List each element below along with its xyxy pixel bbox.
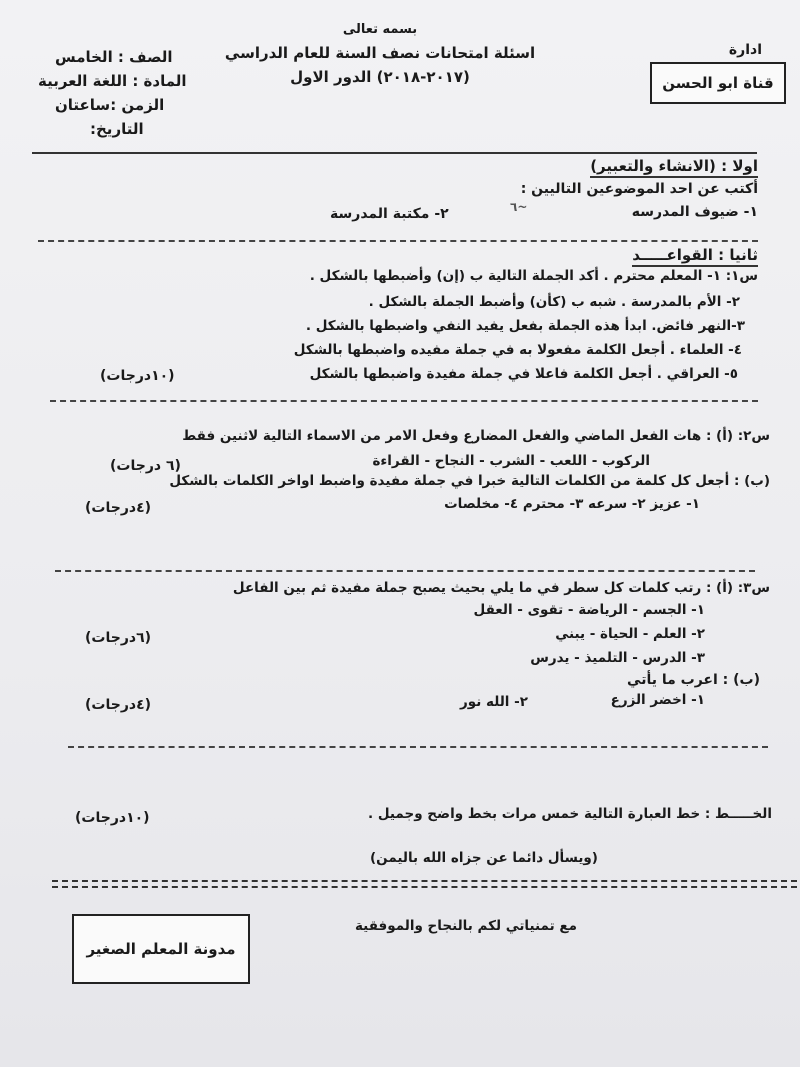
subject-label: المادة : اللغة العربية [38, 72, 187, 90]
exam-year: (٢٠١٧-٢٠١٨) الدور الاول [290, 68, 470, 86]
footer-wishes: مع تمنياتي لكم بالنجاح والموفقية [355, 918, 577, 934]
grade-label: الصف : الخامس [55, 48, 173, 66]
date-label: التاريخ: [90, 120, 144, 138]
q5-score: (١٠درجات) [75, 810, 150, 826]
q2-score: (١٠درجات) [100, 368, 175, 384]
admin-label: ادارة [728, 42, 762, 58]
q4-line-1: ١- الجسم - الرياضة - تقوى - العقل [473, 602, 705, 618]
q1-heading: اولا : (الانشاء والتعبير) [590, 157, 758, 175]
q3-score-b: (٤درجات) [85, 500, 152, 516]
q3-words-b: ١- عزيز ٢- سرعه ٣- محترم ٤- مخلصات [444, 496, 700, 512]
divider-2 [50, 400, 758, 402]
q2-item-3: ٣-النهر فائض. ابدأ هذه الجملة بفعل يفيد النفي واضبطها بالشكل . [305, 318, 745, 334]
q4-line-3: ٣- الدرس - التلميذ - يدرس [530, 650, 705, 666]
q4-item-2: ٢- الله نور [460, 694, 528, 710]
divider-4 [68, 746, 768, 748]
blog-box: مدونة المعلم الصغير [72, 914, 250, 984]
q1-instruction: أكتب عن احد الموضوعين التاليين : [520, 181, 758, 197]
q4-score-a: (٦درجات) [85, 630, 152, 646]
exam-title: اسئلة امتحانات نصف السنة للعام الدراسي [224, 44, 536, 62]
time-label: الزمن :ساعتان [55, 96, 165, 114]
q3-part-a: س٢: (أ) : هات الفعل الماضي والفعل المضارع وفعل الامر من الاسماء التالية لاثنين فقط [182, 428, 770, 444]
q2-item-4: ٤- العلماء . أجعل الكلمة مفعولا به في جملة مفيده واضبطها بالشكل [293, 342, 742, 358]
q4-line-2: ٢- العلم - الحياة - يبني [555, 626, 705, 642]
q3-part-b: (ب) : أجعل كل كلمة من الكلمات التالية خبرا في جملة مفيدة واضبط اواخر الكلمات بالشكل [169, 473, 770, 489]
basmala: بسمه تعالى [342, 22, 418, 37]
q5-instruction: الخـــــط : خط العبارة التالية خمس مرات بخط واضح وجميل . [368, 806, 772, 822]
q4-item-1: ١- اخضر الزرع [610, 692, 705, 708]
q1-topic-2: ٢- مكتبة المدرسة [330, 206, 449, 222]
q1-topic-1: ١- ضيوف المدرسه [631, 204, 758, 220]
divider-3 [55, 570, 755, 572]
q4-part-b: (ب) : اعرب ما يأتي [627, 672, 760, 688]
q2-item-5: ٥- العراقي . أجعل الكلمة فاعلا في جملة مفيدة واضبطها بالشكل [309, 366, 738, 382]
q1-mark: ~٦ [510, 200, 528, 214]
q4-score-b: (٤درجات) [85, 697, 152, 713]
header-divider [32, 152, 757, 154]
q5-phrase: (ويسأل دائما عن جزاه الله باليمن) [370, 850, 598, 866]
q2-item-1: س١: ١- المعلم محترم . أكد الجملة التالية ب (إن) وأضبطها بالشكل . [309, 268, 758, 284]
divider-1 [38, 240, 758, 242]
q2-item-2: ٢- الأم بالمدرسة . شبه ب (كأن) وأضبط الجملة بالشكل . [368, 294, 740, 310]
q2-heading: ثانيا : القواعـــــد [632, 246, 758, 264]
q3-score-a: (٦ درجات) [110, 458, 181, 474]
q3-words: الركوب - اللعب - الشرب - النجاح - القراءة [372, 453, 650, 469]
channel-box: قناة ابو الحسن [650, 62, 786, 104]
end-divider [52, 880, 797, 888]
q4-part-a: س٣: (أ) : رتب كلمات كل سطر في ما يلي بحيث يصبح جملة مفيدة ثم بين الفاعل [232, 580, 770, 596]
